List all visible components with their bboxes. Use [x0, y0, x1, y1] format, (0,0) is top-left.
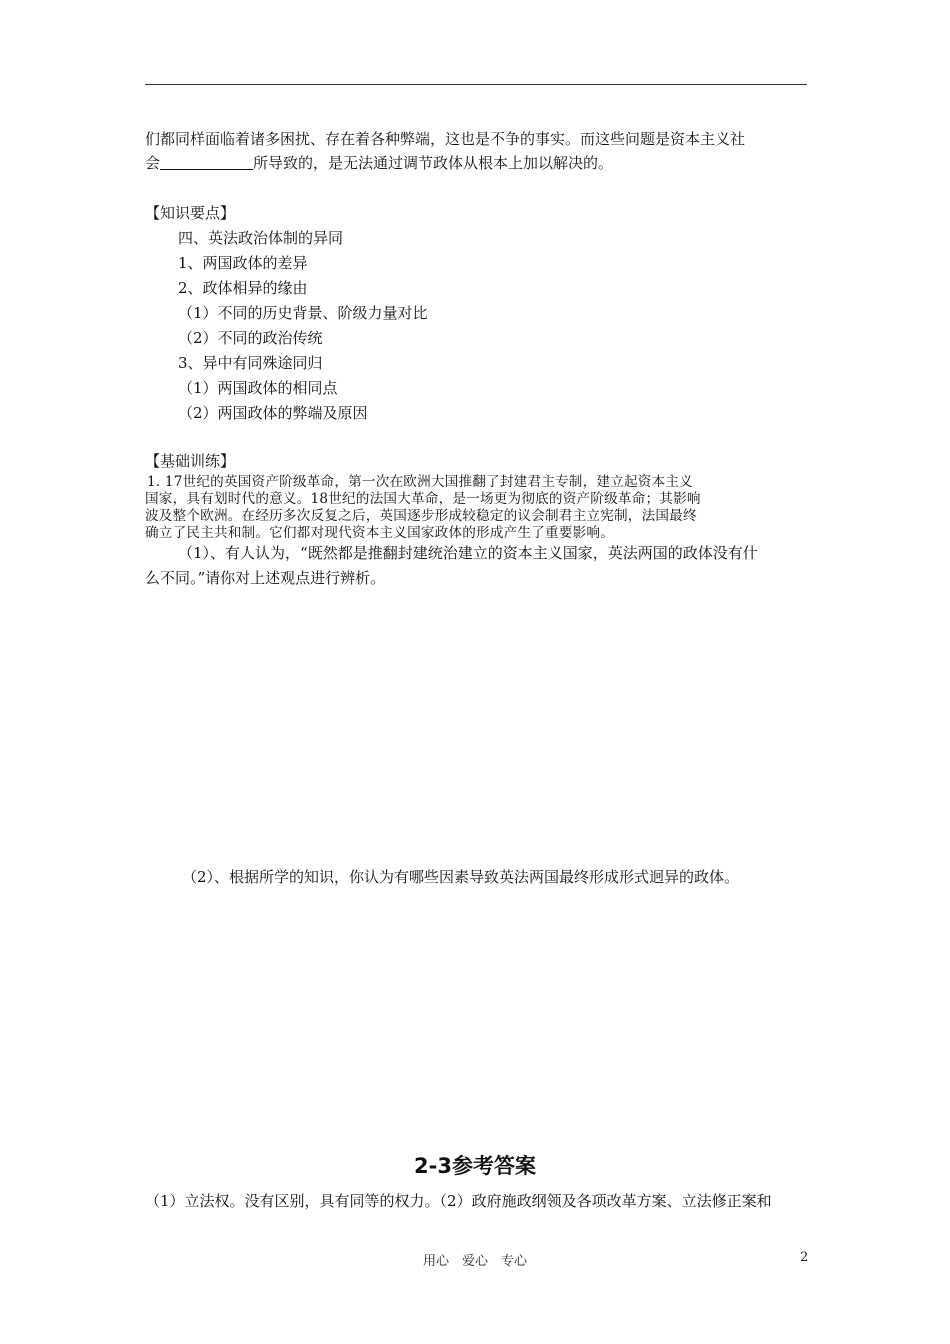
training-passage: [145, 474, 809, 542]
answers-line-1: （1）立法权。没有区别，具有同等的权力。（2）政府施政纲领及各项改革方案、立法修正案和: [145, 1192, 772, 1210]
question-1-line-2: 么不同。”请你对上述观点进行辨析。: [145, 569, 386, 587]
answer-blank: [160, 153, 253, 170]
intro-line-2-prefix: 会: [145, 154, 161, 172]
training-section-title: 【基础训练】: [145, 452, 236, 470]
intro-paragraph: [145, 127, 807, 175]
knowledge-section-title: 【知识要点】: [145, 204, 236, 222]
knowledge-item: 3、异中有同殊途同归: [178, 354, 323, 372]
knowledge-item: （1）不同的历史背景、阶级力量对比: [178, 304, 428, 322]
knowledge-item: 四、英法政治体制的异同: [178, 229, 344, 247]
page-number: 2: [800, 1250, 809, 1265]
footer-text: 用心 爱心 专心: [422, 1254, 527, 1269]
knowledge-item: （1）两国政体的相同点: [178, 379, 338, 397]
passage-line: 国家，具有划时代的意义。18世纪的法国大革命，是一场更为彻底的资产阶级革命；其影响: [145, 491, 701, 507]
knowledge-item: （2）两国政体的弊端及原因: [178, 404, 368, 422]
passage-line: 确立了民主共和制。它们都对现代资本主义国家政体的形成产生了重要影响。: [145, 525, 614, 541]
answers-heading: 2-3参考答案: [414, 1154, 536, 1178]
passage-line: 波及整个欧洲。在经历多次反复之后，英国逐步形成较稳定的议会制君主立宪制，法国最终: [145, 508, 697, 524]
knowledge-item: 1、两国政体的差异: [178, 254, 308, 272]
intro-line-2: [145, 151, 807, 175]
question-1-line-1: （1）、有人认为，“既然都是推翻封建统治建立的资本主义国家，英法两国的政体没有什: [178, 544, 758, 562]
intro-line-1: 们都同样面临着诸多困扰、存在着各种弊端，这也是不争的事实。而这些问题是资本主义社: [145, 130, 746, 148]
question-2: （2）、根据所学的知识，你认为有哪些因素导致英法两国最终形成形式迥异的政体。: [182, 868, 740, 886]
header-rule: [145, 84, 807, 85]
intro-line-2-suffix: 所导致的，是无法通过调节政体从根本上加以解决的。: [253, 154, 614, 172]
knowledge-item: （2）不同的政治传统: [178, 329, 323, 347]
passage-line: 1. 17世纪的英国资产阶级革命，第一次在欧洲大国推翻了封建君主专制，建立起资本主义: [147, 474, 693, 490]
knowledge-item: 2、政体相异的缘由: [178, 279, 308, 297]
